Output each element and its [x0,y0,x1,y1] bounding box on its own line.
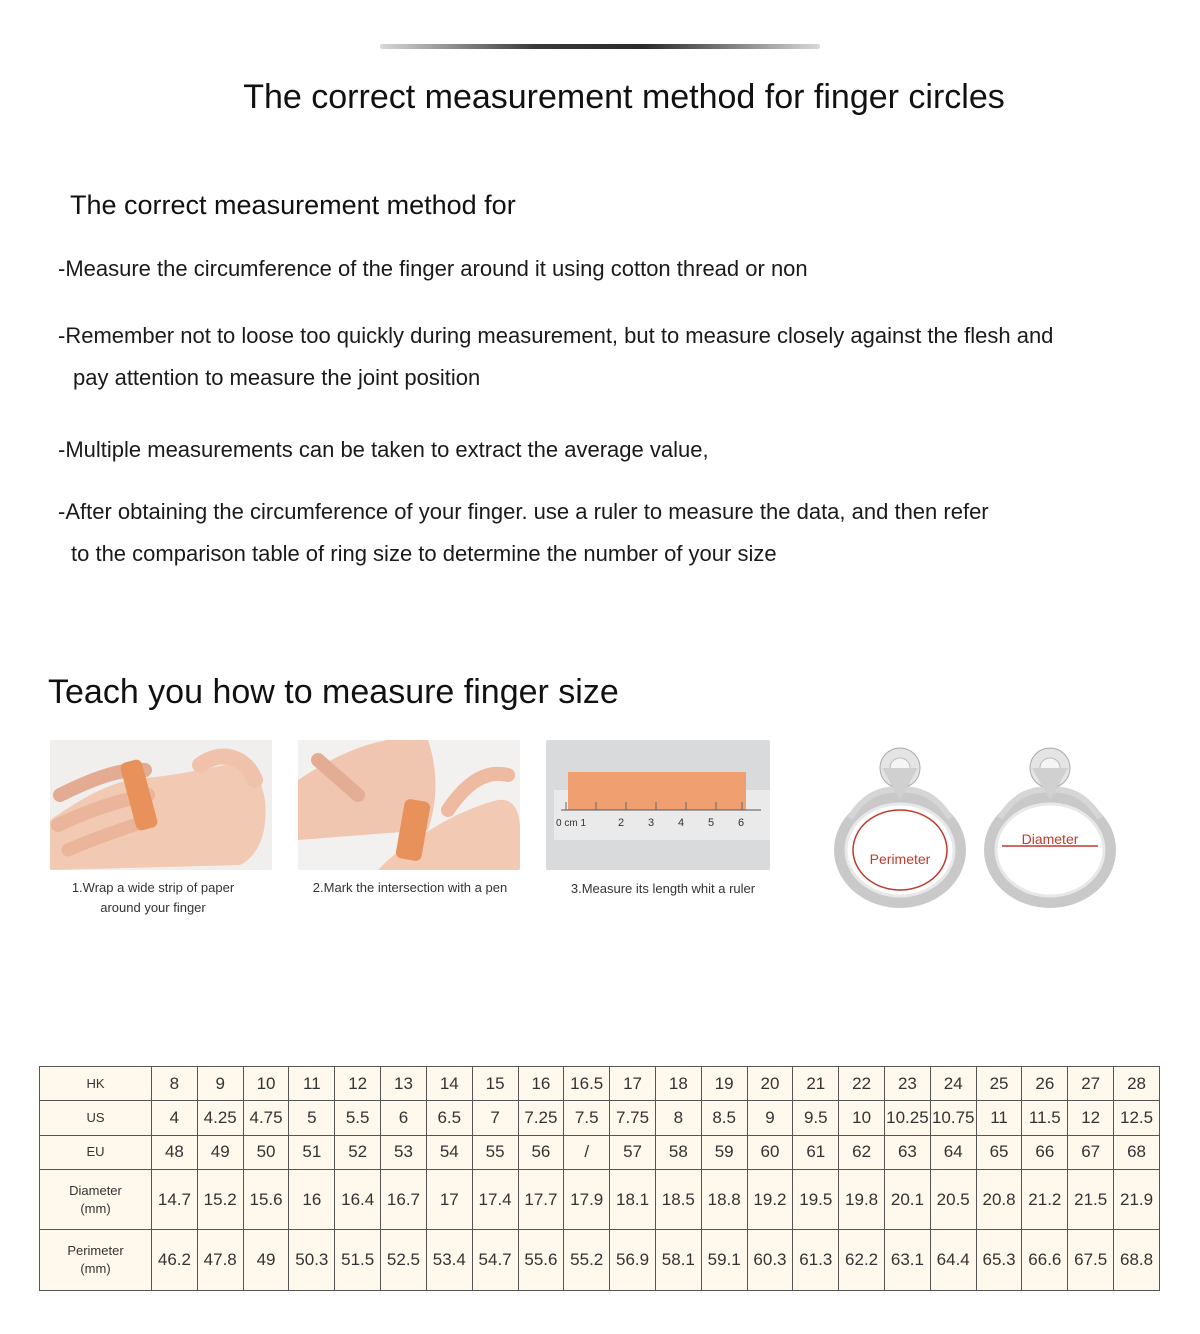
table-cell: 55.6 [518,1230,564,1291]
row-header [40,1230,152,1291]
instruction-text-cont: pay attention to measure the joint position [73,365,481,390]
step-3-caption [548,879,778,899]
table-cell: 60 [747,1135,793,1169]
table-cell: 63.1 [885,1230,931,1291]
table-cell: 16 [289,1169,335,1229]
table-cell: 7.25 [518,1101,564,1135]
caption-line: 1.Wrap a wide strip of paper [71,880,235,895]
table-cell: 18 [655,1067,701,1101]
ruler-label: 0 cm 1 [556,818,587,829]
table-cell: 22 [839,1067,885,1101]
table-cell: 19 [701,1067,747,1101]
instruction-3 [58,429,1178,471]
ruler-label: 6 [738,817,745,829]
table-cell: 8.5 [701,1101,747,1135]
table-cell: 59 [701,1135,747,1169]
table-cell: 7.5 [564,1101,610,1135]
table-cell: 21.2 [1022,1169,1068,1229]
table-cell: 19.5 [793,1169,839,1229]
table-cell: 5.5 [335,1101,381,1135]
table-row [40,1101,1160,1135]
row-header [40,1135,152,1169]
table-cell: 54 [426,1135,472,1169]
table-cell: 23 [885,1067,931,1101]
table-cell: 19.8 [839,1169,885,1229]
page-title: The correct measurement method for finger circles [243,78,1005,116]
table-cell: 8 [655,1101,701,1135]
table-cell: 16 [518,1067,564,1101]
instruction-1 [58,248,1178,290]
table-cell: 10.75 [930,1101,976,1135]
table-cell: 60.3 [747,1230,793,1291]
ruler-label: 3 [648,817,655,829]
table-cell: 50.3 [289,1230,335,1291]
table-cell: 26 [1022,1067,1068,1101]
step-2-photo [298,740,520,870]
table-cell: 61.3 [793,1230,839,1291]
instruction-text: -After obtaining the circumference of your finger. use a ruler to measure the data, and then refer [58,499,989,524]
step-1-caption [50,878,256,918]
row-header-label: US [86,1109,105,1125]
perimeter-label: Perimeter [869,851,931,867]
table-cell: 21.5 [1068,1169,1114,1229]
table-cell: 10 [839,1101,885,1135]
table-cell: 51 [289,1135,335,1169]
table-cell: 68 [1114,1135,1160,1169]
table-cell: 17.9 [564,1169,610,1229]
diameter-label: Diameter [1021,831,1079,847]
ring-diameter-illustration [980,738,1120,908]
table-cell: 21 [793,1067,839,1101]
table-cell: 53 [381,1135,427,1169]
ring-perimeter-illustration [830,738,970,908]
table-cell: 17 [426,1169,472,1229]
table-cell: 17.7 [518,1169,564,1229]
row-header-label: EU [86,1144,105,1160]
table-cell: 20.5 [930,1169,976,1229]
table-cell: 46.2 [152,1230,198,1291]
table-cell: 16.5 [564,1067,610,1101]
table-cell: 55 [472,1135,518,1169]
table-cell: 19.2 [747,1169,793,1229]
table-cell: 12 [1068,1101,1114,1135]
table-cell: 12 [335,1067,381,1101]
instruction-text: -Multiple measurements can be taken to extract the average value, [58,437,709,462]
table-cell: 56.9 [610,1230,656,1291]
table-cell: 16.4 [335,1169,381,1229]
table-cell: 66 [1022,1135,1068,1169]
table-cell: 20 [747,1067,793,1101]
measure-section-title: Teach you how to measure finger size [48,673,619,711]
table-cell: 9.5 [793,1101,839,1135]
table-cell: 4.75 [243,1101,289,1135]
table-cell: 49 [243,1230,289,1291]
table-cell: 67 [1068,1135,1114,1169]
table-cell: 7 [472,1101,518,1135]
table-row [40,1230,1160,1291]
table-cell: 6 [381,1101,427,1135]
table-cell: 52 [335,1135,381,1169]
table-cell: / [564,1135,610,1169]
table-cell: 27 [1068,1067,1114,1101]
table-cell: 28 [1114,1067,1160,1101]
table-cell: 25 [976,1067,1022,1101]
table-cell: 47.8 [197,1230,243,1291]
caption-line: around your finger [100,900,206,915]
top-divider [380,44,820,49]
ring-size-table [39,1066,1160,1291]
instruction-text-cont: to the comparison table of ring size to determine the number of your size [71,541,777,566]
table-cell: 18.8 [701,1169,747,1229]
table-cell: 61 [793,1135,839,1169]
row-header [40,1067,152,1101]
table-cell: 66.6 [1022,1230,1068,1291]
mark-pen-illustration [298,740,520,870]
row-header-label: Diameter [69,1182,122,1198]
instruction-2 [58,315,1178,399]
instruction-text: -Measure the circumference of the finger around it using cotton thread or non [58,256,808,281]
row-header [40,1169,152,1229]
table-cell: 15.6 [243,1169,289,1229]
table-cell: 18.5 [655,1169,701,1229]
section-subtitle: The correct measurement method for [70,190,516,220]
table-cell: 14.7 [152,1169,198,1229]
table-cell: 10 [243,1067,289,1101]
table-cell: 50 [243,1135,289,1169]
ruler-illustration [546,740,770,870]
step-1-photo [50,740,272,870]
row-header-unit: (mm) [80,1261,111,1277]
table-cell: 13 [381,1067,427,1101]
table-cell: 11 [976,1101,1022,1135]
table-cell: 21.9 [1114,1169,1160,1229]
hand-wrap-illustration [50,740,272,870]
table-cell: 63 [885,1135,931,1169]
table-cell: 52.5 [381,1230,427,1291]
table-cell: 7.75 [610,1101,656,1135]
table-cell: 8 [152,1067,198,1101]
row-header-label: HK [86,1075,105,1091]
table-cell: 58.1 [655,1230,701,1291]
table-cell: 11.5 [1022,1101,1068,1135]
table-cell: 10.25 [885,1101,931,1135]
table-cell: 20.8 [976,1169,1022,1229]
table-cell: 18.1 [610,1169,656,1229]
table-cell: 12.5 [1114,1101,1160,1135]
caption-line: 3.Measure its length whit a ruler [570,881,756,896]
table-cell: 9 [197,1067,243,1101]
table-row [40,1067,1160,1101]
table-cell: 65 [976,1135,1022,1169]
table-cell: 53.4 [426,1230,472,1291]
table-cell: 51.5 [335,1230,381,1291]
table-cell: 59.1 [701,1230,747,1291]
table-cell: 48 [152,1135,198,1169]
table-cell: 54.7 [472,1230,518,1291]
row-header-label: Perimeter [67,1243,124,1259]
table-cell: 4.25 [197,1101,243,1135]
table-cell: 11 [289,1067,335,1101]
table-cell: 6.5 [426,1101,472,1135]
table-cell: 9 [747,1101,793,1135]
table-cell: 65.3 [976,1230,1022,1291]
table-cell: 4 [152,1101,198,1135]
table-cell: 20.1 [885,1169,931,1229]
table-cell: 49 [197,1135,243,1169]
ruler-label: 2 [618,817,625,829]
table-cell: 17.4 [472,1169,518,1229]
table-cell: 56 [518,1135,564,1169]
table-cell: 16.7 [381,1169,427,1229]
ruler-label: 4 [678,817,685,829]
table-cell: 17 [610,1067,656,1101]
table-cell: 15 [472,1067,518,1101]
table-cell: 57 [610,1135,656,1169]
table-row [40,1135,1160,1169]
instruction-4 [58,491,1178,575]
step-2-caption [290,878,530,898]
ruler-label: 5 [708,817,715,829]
table-cell: 62.2 [839,1230,885,1291]
table-cell: 14 [426,1067,472,1101]
table-cell: 68.8 [1114,1230,1160,1291]
table-cell: 62 [839,1135,885,1169]
row-header [40,1101,152,1135]
row-header-unit: (mm) [80,1200,111,1216]
table-cell: 24 [930,1067,976,1101]
step-3-photo [546,740,770,870]
table-cell: 64.4 [930,1230,976,1291]
table-cell: 55.2 [564,1230,610,1291]
caption-line: 2.Mark the intersection with a pen [312,880,508,895]
table-cell: 15.2 [197,1169,243,1229]
table-cell: 5 [289,1101,335,1135]
table-cell: 64 [930,1135,976,1169]
table-cell: 58 [655,1135,701,1169]
instruction-text: -Remember not to loose too quickly during measurement, but to measure closely against the flesh and [58,323,1054,348]
table-row [40,1169,1160,1229]
table-cell: 67.5 [1068,1230,1114,1291]
